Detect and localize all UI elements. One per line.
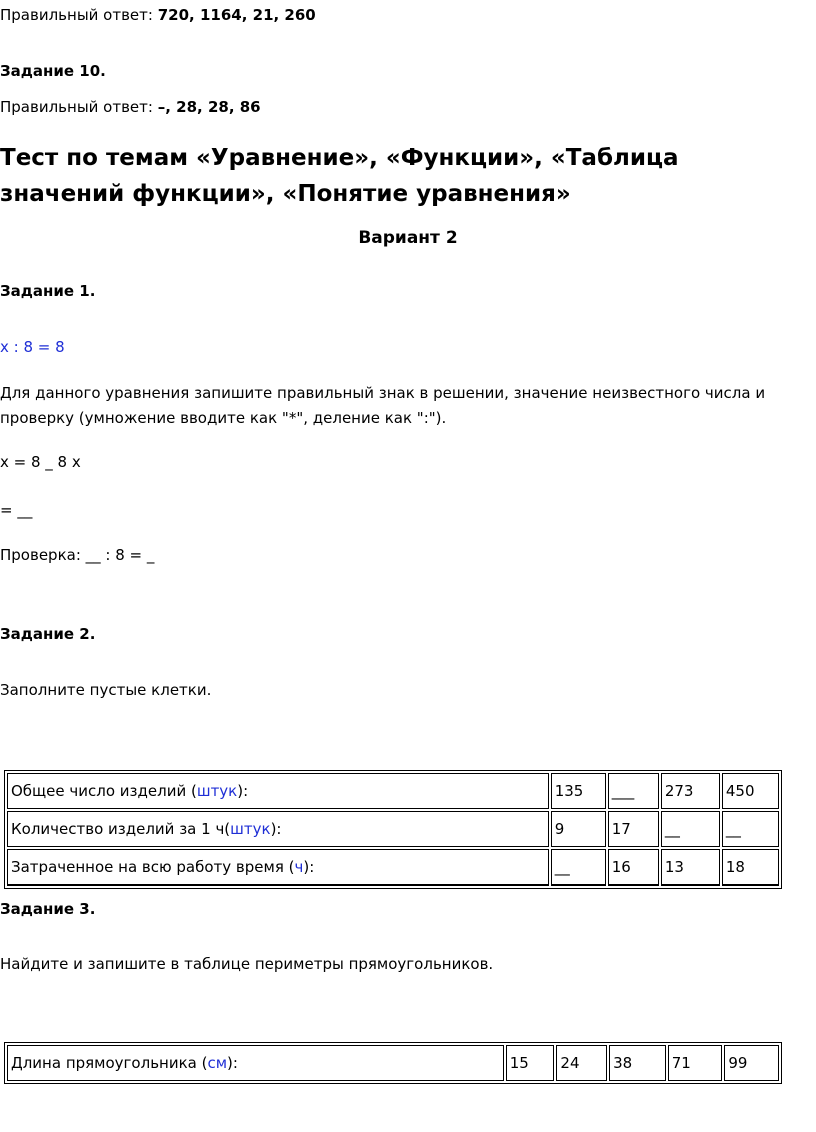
table-cell: __	[722, 811, 779, 847]
task-1-solution-line: x = 8 _ 8 x	[0, 453, 81, 471]
table-cell: 450	[722, 773, 779, 809]
table-cell: 17	[608, 811, 659, 847]
task-1-answer-line: = __	[0, 501, 33, 519]
table-cell: 135	[551, 773, 606, 809]
task-1-instruction: Для данного уравнения запишите правильный знак в решении, значение неизвестного числа и проверку (умножение вводите как "*", деление как ":").	[0, 384, 766, 427]
answer-line-10	[0, 98, 261, 116]
task-2-instruction: Заполните пустые клетки.	[0, 681, 212, 699]
table-cell: 13	[661, 849, 720, 886]
table-cell: 9	[551, 811, 606, 847]
table-cell: 273	[661, 773, 720, 809]
answer-label: Правильный ответ:	[0, 6, 153, 24]
answer-value: –, 28, 28, 86	[157, 98, 261, 116]
unit-label: см	[207, 1054, 228, 1072]
unit-label: ч	[294, 858, 304, 876]
row-label: Длина прямоугольника (см):	[7, 1045, 504, 1081]
test-title: Тест по темам «Уравнение», «Функции», «Таблица значений функции», «Понятие уравнения»	[0, 145, 679, 207]
task-3-instruction: Найдите и запишите в таблице периметры прямоугольников.	[0, 955, 494, 973]
task-2-title: Задание 2.	[0, 625, 96, 643]
row-label: Затраченное на всю работу время (ч):	[7, 849, 549, 886]
answer-value: 720, 1164, 21, 260	[157, 6, 316, 24]
table-row	[7, 849, 779, 886]
table-cell: 15	[506, 1045, 555, 1081]
table-row	[7, 1045, 779, 1081]
task-10-title: Задание 10.	[0, 62, 106, 80]
task-1-equation: x : 8 = 8	[0, 338, 65, 356]
task-1-title: Задание 1.	[0, 282, 96, 300]
task-2-table	[4, 770, 782, 889]
task-3-title: Задание 3.	[0, 900, 96, 918]
answer-line-1	[0, 6, 316, 24]
table-cell: 71	[668, 1045, 723, 1081]
unit-label: штук	[196, 782, 238, 800]
row-label: Количество изделий за 1 ч(штук):	[7, 811, 549, 847]
table-cell: __	[661, 811, 720, 847]
table-cell: ___	[608, 773, 659, 809]
table-cell: 16	[608, 849, 659, 886]
table-cell: 99	[724, 1045, 779, 1081]
table-row	[7, 811, 779, 847]
table-cell: __	[551, 849, 606, 886]
variant-heading: Вариант 2	[358, 228, 458, 248]
answer-label: Правильный ответ:	[0, 98, 153, 116]
unit-label: штук	[230, 820, 271, 838]
table-row	[7, 773, 779, 809]
task-1-check-line: Проверка: __ : 8 = _	[0, 546, 155, 564]
row-label: Общее число изделий (штук):	[7, 773, 549, 809]
table-cell: 38	[609, 1045, 666, 1081]
table-cell: 24	[556, 1045, 607, 1081]
task-3-table	[4, 1042, 782, 1084]
table-cell: 18	[722, 849, 779, 886]
